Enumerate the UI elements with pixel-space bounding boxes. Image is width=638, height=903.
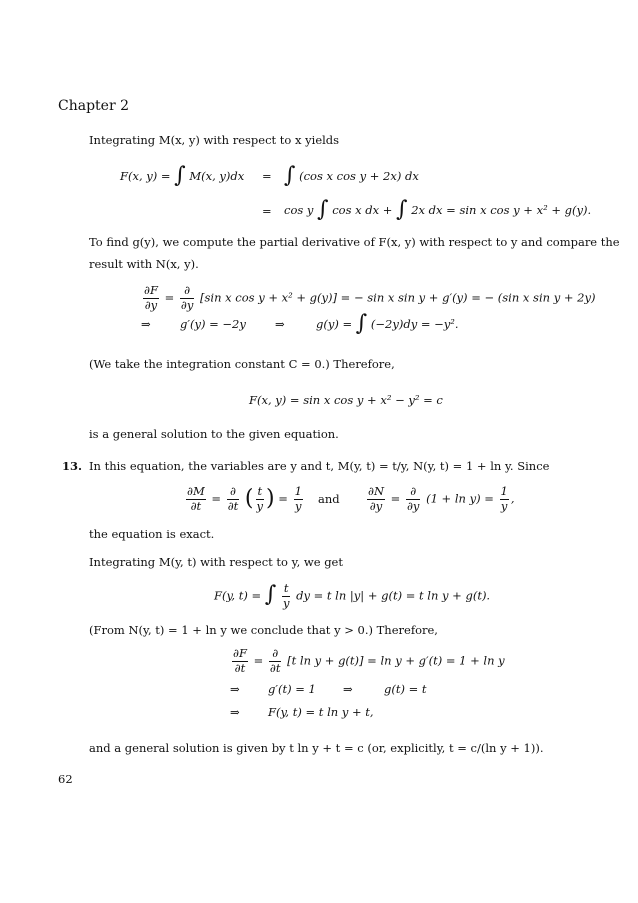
- paragraph: Integrating M(x, y) with respect to x yields: [89, 133, 340, 147]
- equation-g: g(y) = ∫ (−2y)dy = −y².: [316, 311, 459, 336]
- paragraph: To find g(y), we compute the partial derivative of F(x, y) with respect to y and compare the: [89, 235, 620, 249]
- equals-sign: =: [262, 204, 272, 218]
- equation-g-prime-t: g′(t) = 1: [268, 682, 316, 696]
- equation-integral-M-line2: cos y ∫ cos x dx + ∫ 2x dx = sin x cos y + x² + g(y).: [284, 197, 592, 222]
- fraction: $\frac{t}{y}$: [282, 581, 290, 610]
- equation-general-solution: F(x, y) = sin x cos y + x² − y² = c: [249, 393, 443, 407]
- paragraph: (We take the integration constant C = 0.) Therefore,: [89, 357, 395, 371]
- equation-F-y-t: F(y, t) = ∫ $\frac{t}{y}$ dy = t ln |y| + g(t) = t ln y + g(t).: [214, 581, 491, 610]
- paragraph: Integrating M(y, t) with respect to y, we get: [89, 555, 343, 569]
- paragraph: result with N(x, y).: [89, 257, 199, 271]
- integral-sign: ∫: [355, 311, 368, 336]
- equation-partial-F-t: $\frac{\partial F}{\partial t}$ = $\frac{\partial}{\partial t}$ [t ln y + g(t)] = ln y + g′(t) = 1 + ln y: [233, 646, 505, 675]
- fraction: $\frac{1}{y}$: [500, 484, 508, 513]
- page-number: 62: [58, 772, 73, 786]
- chapter-heading: Chapter 2: [58, 98, 129, 114]
- integral-sign: ∫: [317, 197, 329, 222]
- paragraph: and a general solution is given by t ln y + t = c (or, explicitly, t = c/(ln y + 1)).: [89, 741, 544, 755]
- paragraph: is a general solution to the given equation.: [89, 427, 339, 441]
- equation-exactness: $\frac{\partial M}{\partial t}$ = $\frac{\partial}{\partial t}$ ( $\frac{t}{y}$ ) = $\frac{1}{y}$: [187, 484, 302, 513]
- fraction: $\frac{\partial}{\partial y}$: [406, 484, 420, 513]
- paragraph: In this equation, the variables are y and t, M(y, t) = t/y, N(y, t) = 1 + ln y. Since: [89, 459, 550, 473]
- equation-g-derivation: ⇒: [141, 317, 151, 331]
- fraction: $\frac{t}{y}$: [256, 484, 264, 513]
- equation-exactness-N: $\frac{\partial N}{\partial y}$ = $\frac{\partial}{\partial y}$ (1 + ln y) = $\frac{1}{y}$ ,: [368, 484, 515, 513]
- implies-arrow: ⇒: [230, 705, 240, 719]
- fraction: $\frac{\partial}{\partial y}$: [180, 283, 194, 312]
- fraction: $\frac{\partial F}{\partial y}$: [144, 283, 158, 312]
- equation-g-t: g(t) = t: [384, 682, 427, 696]
- problem-number: 13.: [62, 459, 83, 473]
- fraction: $\frac{\partial M}{\partial t}$: [187, 484, 205, 513]
- fraction: $\frac{\partial}{\partial t}$: [269, 646, 281, 675]
- integral-sign: ∫: [174, 163, 186, 188]
- equation-F-final: F(y, t) = t ln y + t,: [268, 705, 374, 719]
- fraction: $\frac{1}{y}$: [294, 484, 302, 513]
- equation-g-prime: g′(y) = −2y: [180, 317, 246, 331]
- fraction: $\frac{\partial}{\partial t}$: [227, 484, 239, 513]
- equals-sign: =: [262, 169, 272, 183]
- integral-sign: ∫: [396, 197, 408, 222]
- implies-arrow: ⇒: [343, 682, 353, 696]
- equation-integral-M-line1: F(x, y) = ∫ M(x, y)dx: [120, 163, 245, 188]
- integral-sign: ∫: [284, 163, 296, 188]
- implies-arrow: ⇒: [275, 317, 285, 331]
- fraction: $\frac{\partial N}{\partial y}$: [368, 484, 385, 513]
- implies-arrow: ⇒: [230, 682, 240, 696]
- paragraph: the equation is exact.: [89, 527, 215, 541]
- fraction: $\frac{\partial F}{\partial t}$: [233, 646, 247, 675]
- equation-partial-F-y: $\frac{\partial F}{\partial y}$ = $\frac{\partial}{\partial y}$ [sin x cos y + x² + g(y)] = − sin x sin y + g′(y) = − (sin x sin y + 2y): [144, 283, 596, 312]
- paragraph: (From N(y, t) = 1 + ln y we conclude that y > 0.) Therefore,: [89, 623, 438, 637]
- and-word: and: [318, 492, 340, 506]
- equation-integral-M-line1-rhs: ∫ (cos x cos y + 2x) dx: [284, 163, 419, 188]
- integral-sign: ∫: [264, 582, 277, 608]
